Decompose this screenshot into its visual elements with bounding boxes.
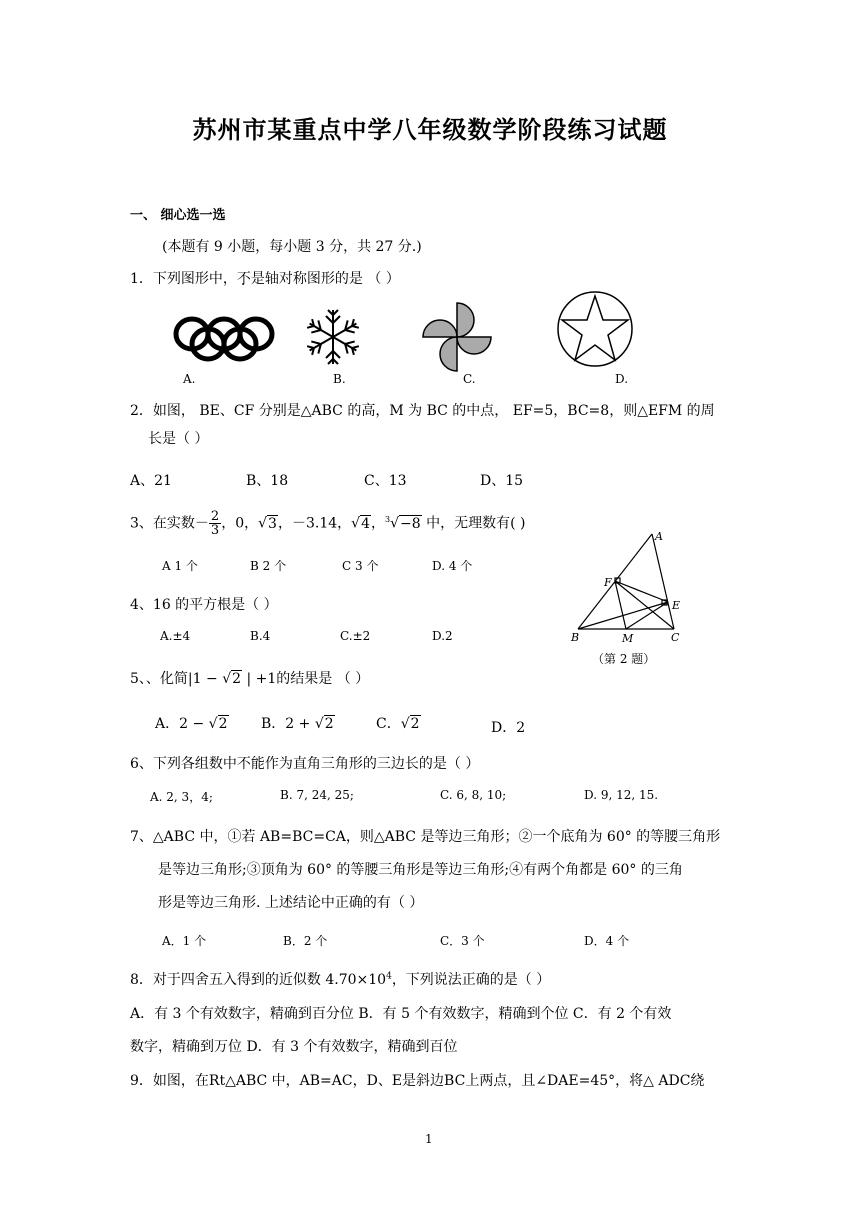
q6-option-b: B. 7, 24, 25; <box>280 788 354 802</box>
question-2-cont: 长是（ ） <box>148 431 209 447</box>
q7-option-a: A．1 个 <box>162 934 207 948</box>
q2-option-c: C、13 <box>364 473 407 489</box>
q4-option-b: B.4 <box>250 629 271 643</box>
q2-option-a: A、21 <box>130 473 172 489</box>
question-7-line3: 形是等边三角形. 上述结论中正确的有（ ） <box>158 895 424 911</box>
q6-option-c: C. 6, 8, 10; <box>440 788 507 802</box>
q3-option-d: D. 4 个 <box>432 559 473 573</box>
q5-option-a: A．2 − √2 <box>155 716 228 732</box>
pinwheel-icon <box>420 300 494 374</box>
question-6: 6、下列各组数中不能作为直角三角形的三边长的是（ ） <box>130 756 480 772</box>
fraction: $\frac{2}{3}$ <box>210 509 220 539</box>
question-9: 9．如图，在Rt△ABC 中，AB=AC，D、E是斜边BC上两点，且∠DAE=45°，将△ ADC绕 <box>130 1073 705 1089</box>
page-title: 苏州市某重点中学八年级数学阶段练习试题 <box>192 116 668 144</box>
q6-option-a: A. 2, 3，4; <box>150 790 213 804</box>
question-2: 2．如图， BE、CF 分别是△ABC 的高，M 为 BC 的中点， EF=5，BC=8，则△EFM 的周 <box>130 403 715 419</box>
q6-option-d: D. 9, 12, 15. <box>584 788 659 802</box>
olympic-rings-icon <box>172 312 276 362</box>
q7-option-b: B．2 个 <box>283 934 328 948</box>
question-8-line3: 数字，精确到万位 D．有 3 个有效数字，精确到百位 <box>130 1039 458 1055</box>
figure-caption: （第 2 题） <box>592 652 656 666</box>
option-label-c: C. <box>463 372 476 386</box>
q5-option-b: B．2 + √2 <box>261 716 334 732</box>
question-3: 3、在实数－ $\frac{2}{3}$ ，0，√3，－3.14，√4，$^3$√−8 中，无理数有( ) <box>130 509 526 539</box>
snowflake-icon <box>298 306 368 368</box>
q5-option-c: C．√2 <box>376 716 420 732</box>
q4-option-a: A.±4 <box>160 629 191 643</box>
q3-option-b: B 2 个 <box>250 559 287 573</box>
q7-option-c: C．3 个 <box>440 934 485 948</box>
q2-option-b: B、18 <box>246 473 289 489</box>
label-m: M <box>622 632 634 645</box>
section-note: (本题有 9 小题，每小题 3 分，共 27 分.) <box>162 239 422 255</box>
question-7: 7、△ABC 中，①若 AB=BC=CA，则△ABC 是等边三角形；②一个底角为 60° 的等腰三角形 <box>130 829 721 845</box>
q4-option-c: C.±2 <box>340 629 371 643</box>
triangle-figure <box>568 528 688 646</box>
label-a: A <box>655 530 663 543</box>
question-7-line2: 是等边三角形;③顶角为 60° 的等腰三角形是等边三角形;④有两个角都是 60° 的三角 <box>158 862 683 878</box>
star-in-circle-icon <box>556 290 634 368</box>
label-f: F <box>604 576 612 589</box>
label-b: B <box>571 631 580 644</box>
page-number: 1 <box>425 1132 433 1146</box>
option-label-d: D. <box>615 372 629 386</box>
question-4: 4、16 的平方根是（ ） <box>130 597 278 613</box>
q3-option-a: A 1 个 <box>162 559 198 573</box>
label-c: C <box>671 631 680 644</box>
question-5: 5、、化简|1 − √2 | +1的结果是 （ ） <box>130 671 370 687</box>
section-heading: 一、 细心选一选 <box>130 208 226 223</box>
emphasis-text: 不是 <box>236 271 265 287</box>
question-8-line2: A．有 3 个有效数字，精确到百分位 B．有 5 个有效数字，精确到个位 C．有 2 个有效 <box>130 1006 672 1022</box>
question-8: 8．对于四舍五入得到的近似数 $4.70\times 10^4$，下列说法正确的是（ ） <box>130 971 551 988</box>
q4-option-d: D.2 <box>432 629 453 643</box>
q3-option-c: C 3 个 <box>342 559 379 573</box>
q7-option-d: D．4 个 <box>584 934 630 948</box>
q2-option-d: D、15 <box>480 473 524 489</box>
label-e: E <box>672 599 681 612</box>
option-label-a: A. <box>183 372 196 386</box>
question-1: 1．下列图形中，不是轴对称图形的是 （ ） <box>130 271 400 287</box>
option-label-b: B. <box>333 372 346 386</box>
q5-option-d: D．2 <box>491 720 526 736</box>
